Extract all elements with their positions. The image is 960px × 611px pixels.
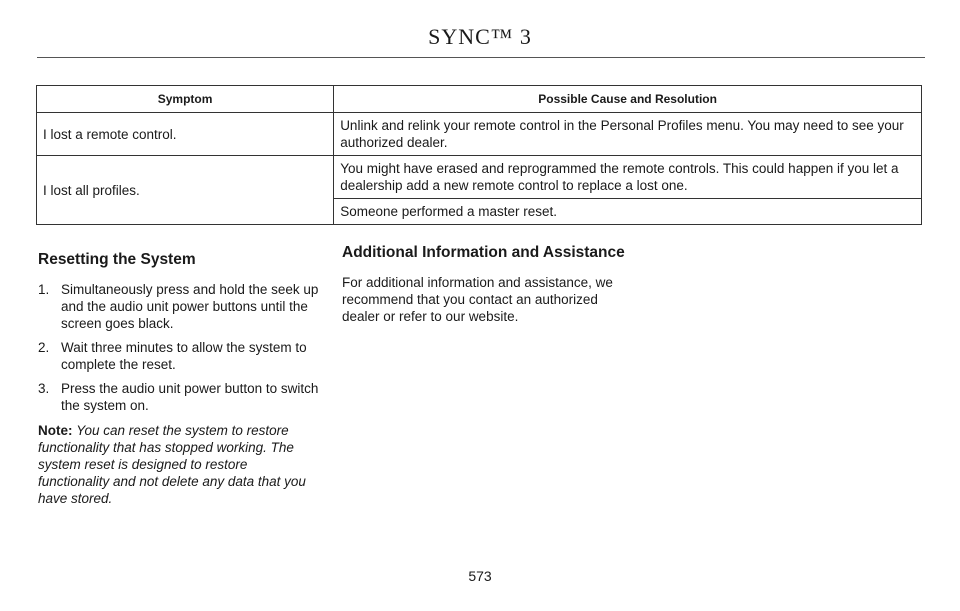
column-header-symptom: Symptom (37, 86, 334, 113)
step-number: 3. (38, 381, 50, 396)
table-row (37, 113, 922, 156)
list-item (38, 380, 320, 414)
step-number: 1. (38, 282, 50, 297)
step-text: Wait three minutes to allow the system to complete the reset. (61, 340, 307, 372)
symptom-cell: I lost all profiles. (37, 156, 334, 225)
assistance-text: For additional information and assistance, we recommend that you contact an authorized dealer or refer to our website. (342, 275, 613, 324)
column-header-resolution: Possible Cause and Resolution (334, 86, 922, 113)
page-number: 573 (468, 568, 492, 584)
reset-note (38, 422, 320, 507)
symptom-cell: I lost a remote control. (37, 113, 334, 156)
reset-section (38, 251, 320, 507)
page-header-title: SYNC™ 3 (428, 24, 532, 49)
step-text: Press the audio unit power button to switch the system on. (61, 381, 319, 413)
header-divider (37, 57, 925, 58)
reset-heading: Resetting the System (38, 251, 196, 268)
table-row (37, 156, 922, 199)
resolution-cell: Someone performed a master reset. (334, 199, 922, 225)
troubleshooting-table (36, 85, 922, 225)
table-header-row (37, 86, 922, 113)
step-text: Simultaneously press and hold the seek up and the audio unit power buttons until the screen goes black. (61, 282, 319, 331)
reset-steps-list (38, 281, 320, 414)
resolution-cell: You might have erased and reprogrammed the remote controls. This could happen if you let a dealership add a new remote control to replace a lost one. (334, 156, 922, 199)
resolution-cell: Unlink and relink your remote control in the Personal Profiles menu. You may need to see your authorized dealer. (334, 113, 922, 156)
assistance-section (342, 244, 632, 325)
assistance-heading: Additional Information and Assistance (342, 244, 625, 261)
note-label: Note: (38, 423, 73, 438)
step-number: 2. (38, 340, 50, 355)
list-item (38, 281, 320, 332)
list-item (38, 339, 320, 373)
note-text: You can reset the system to restore functionality that has stopped working. The system reset is designed to restore functionality and not delete any data that you have stored. (38, 423, 306, 506)
